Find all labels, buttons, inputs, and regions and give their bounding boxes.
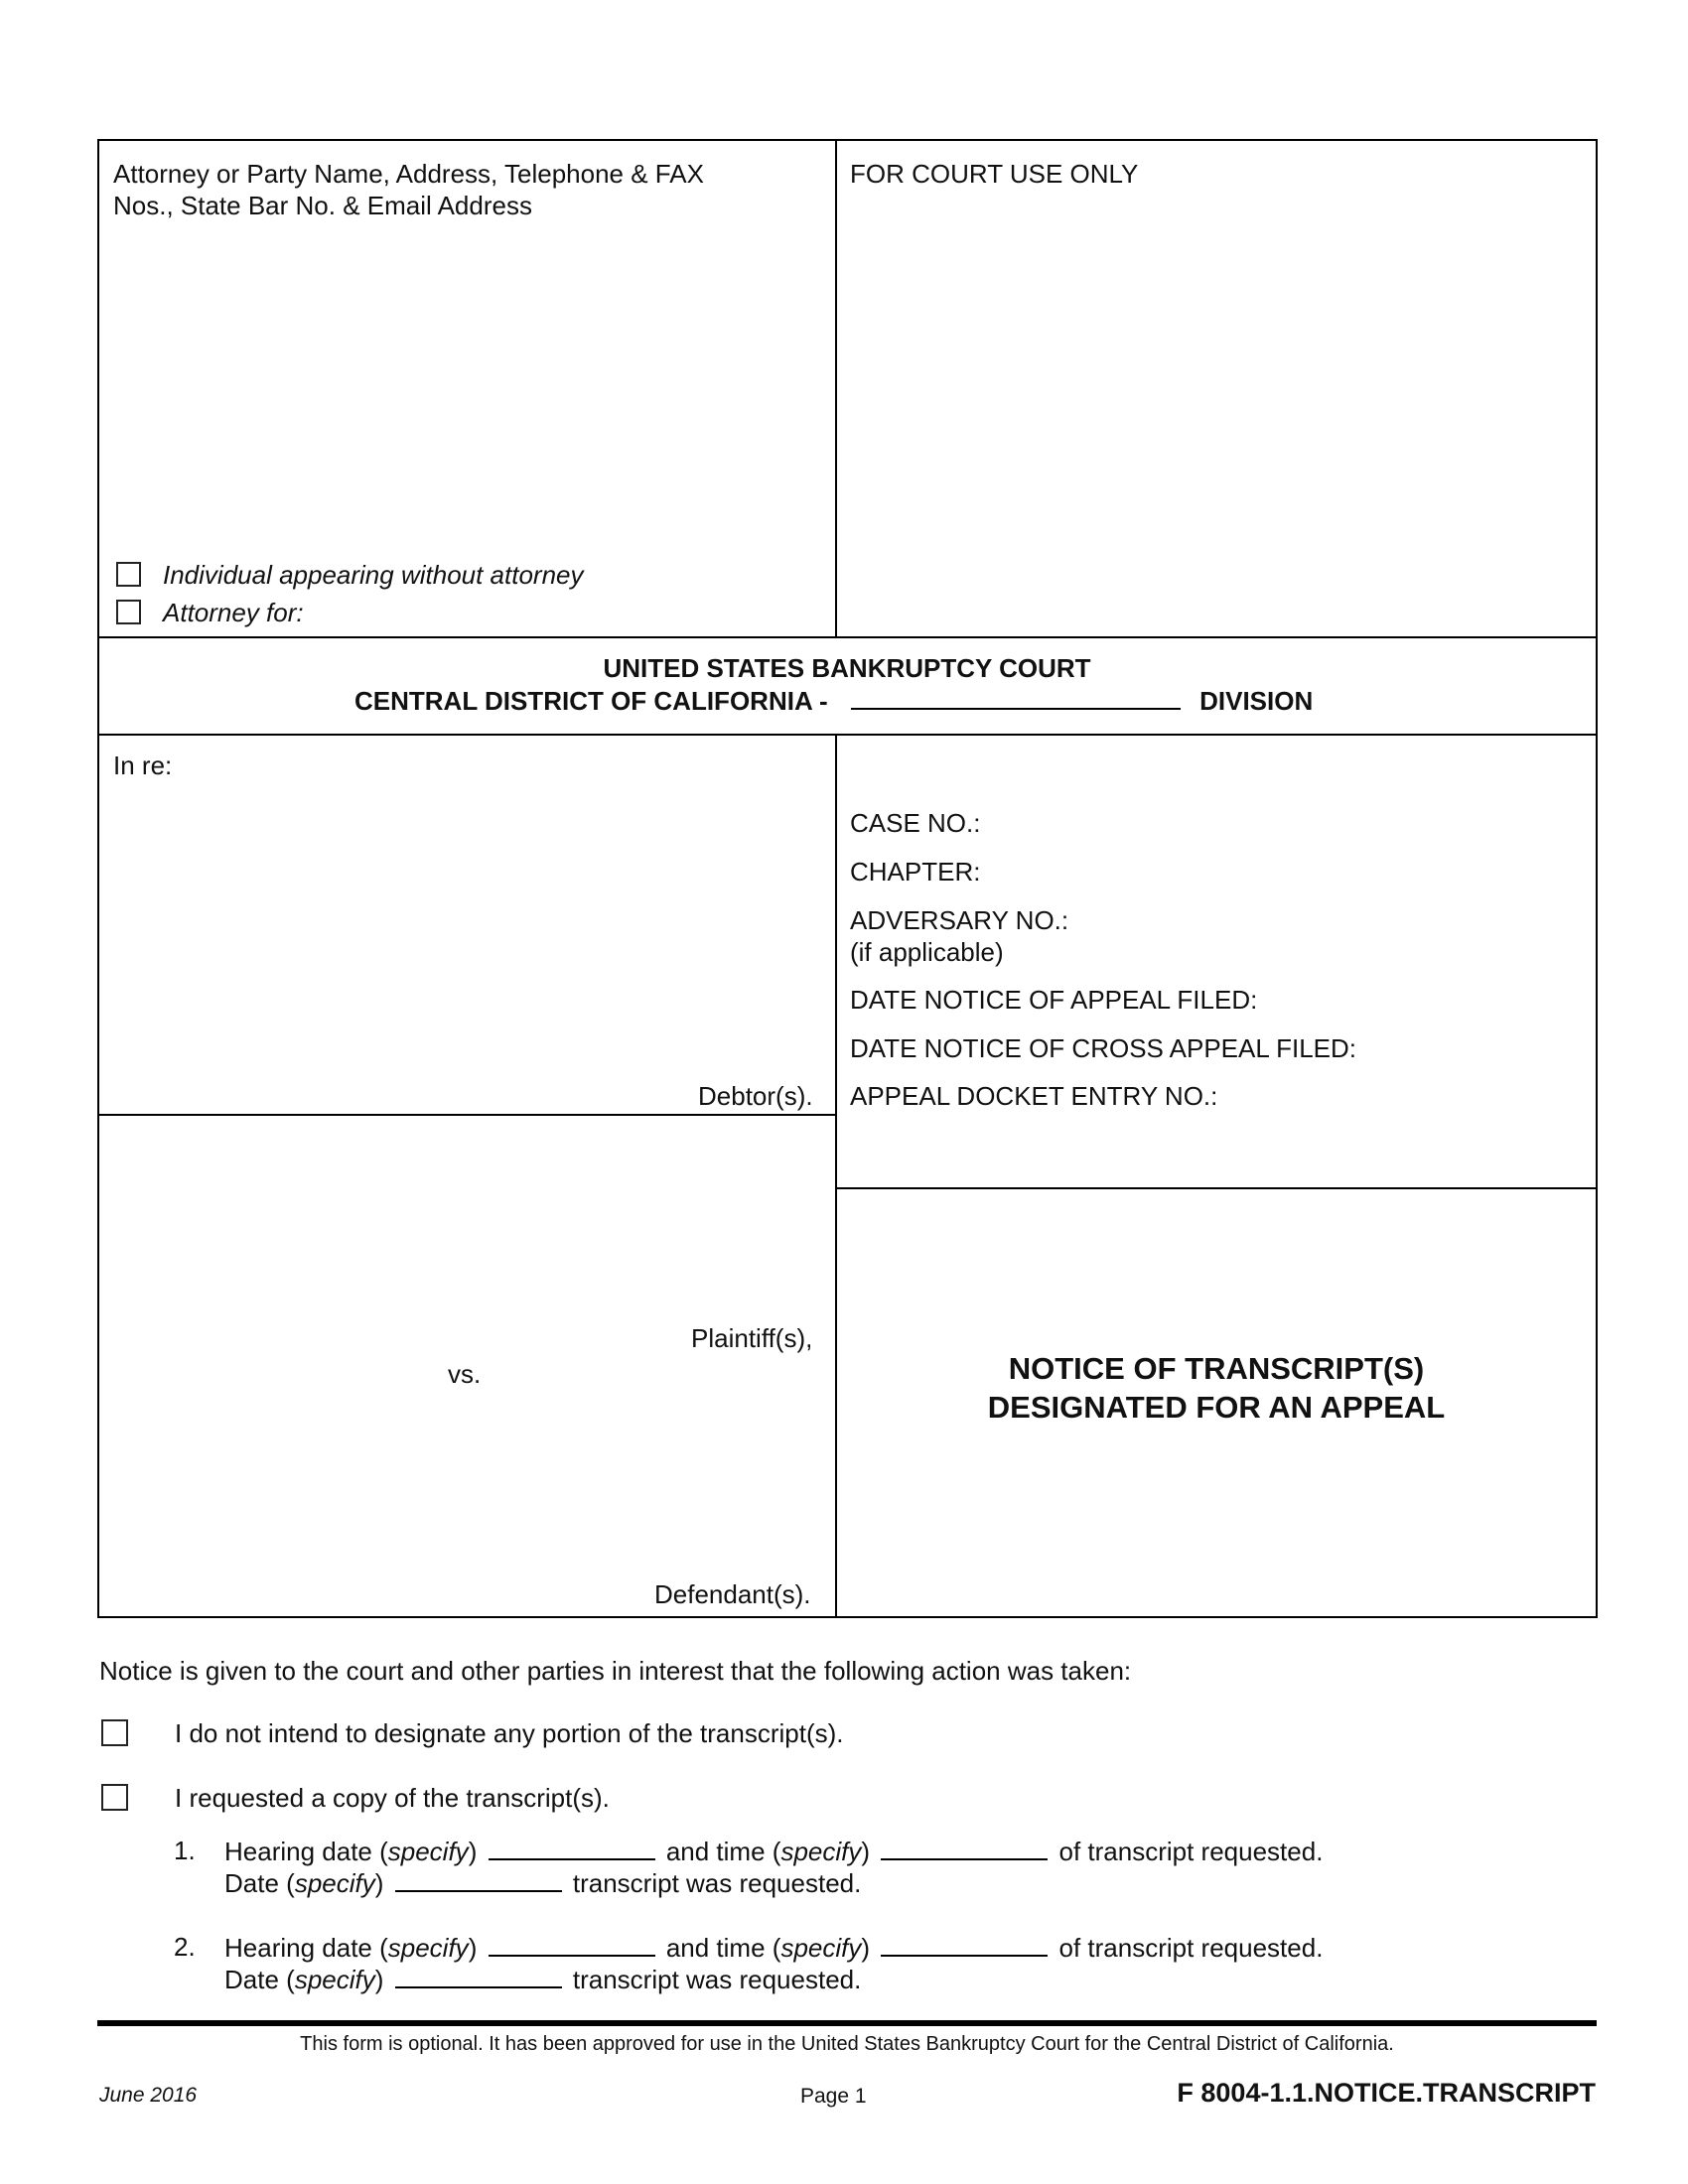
footer-notice: This form is optional. It has been approved for use in the United States Bankruptcy Court for the Central District of California. xyxy=(300,2033,1394,2055)
attorney-for-label: Attorney for: xyxy=(163,598,304,627)
footer-rule xyxy=(97,2020,1597,2026)
requested-copy-checkbox[interactable] xyxy=(101,1784,128,1811)
individual-checkbox-label: Individual appearing without attorney xyxy=(163,560,584,590)
no-designation-checkbox[interactable] xyxy=(101,1719,128,1746)
list-item: Hearing date (specify) and time (specify) of transcript requested. xyxy=(224,1933,1324,1963)
footer-date: June 2016 xyxy=(99,2084,198,2107)
no-designation-label: I do not intend to designate any portion of the transcript(s). xyxy=(175,1718,844,1748)
individual-checkbox[interactable] xyxy=(116,562,141,587)
chapter-label: CHAPTER: xyxy=(850,857,981,887)
court-name: UNITED STATES BANKRUPTCY COURT xyxy=(603,653,1091,683)
list-item: Date (specify) transcript was requested. xyxy=(224,1868,862,1898)
list-item-number: 2. xyxy=(174,1932,196,1962)
court-use-label: FOR COURT USE ONLY xyxy=(850,159,1139,189)
hearing-date-blank[interactable] xyxy=(489,1931,655,1957)
attorney-label-line2: Nos., State Bar No. & Email Address xyxy=(113,191,532,220)
list-item: Hearing date (specify) and time (specify) of transcript requested. xyxy=(224,1837,1324,1866)
request-date-blank[interactable] xyxy=(395,1866,562,1892)
document-title-line1: NOTICE OF TRANSCRIPT(S) xyxy=(1008,1351,1425,1386)
notice-intro: Notice is given to the court and other parties in interest that the following action was taken: xyxy=(99,1656,1132,1686)
attorney-for-checkbox[interactable] xyxy=(116,600,141,624)
list-item-number: 1. xyxy=(174,1836,196,1865)
adversary-no-label: ADVERSARY NO.: xyxy=(850,905,1069,935)
division-blank[interactable] xyxy=(851,684,1181,710)
request-date-blank[interactable] xyxy=(395,1963,562,1988)
case-no-label: CASE NO.: xyxy=(850,808,981,838)
attorney-label-line1: Attorney or Party Name, Address, Telephone & FAX xyxy=(113,159,704,189)
date-appeal-label: DATE NOTICE OF APPEAL FILED: xyxy=(850,985,1258,1015)
requested-copy-label: I requested a copy of the transcript(s). xyxy=(175,1783,610,1813)
in-re-label: In re: xyxy=(113,751,173,780)
debtors-label: Debtor(s). xyxy=(698,1081,813,1111)
defendants-label: Defendant(s). xyxy=(654,1579,811,1609)
court-district: CENTRAL DISTRICT OF CALIFORNIA - DIVISION xyxy=(354,686,1314,716)
hearing-date-blank[interactable] xyxy=(489,1835,655,1860)
vs-label: vs. xyxy=(448,1359,482,1389)
form-id: F 8004-1.1.NOTICE.TRANSCRIPT xyxy=(1177,2078,1596,2108)
date-cross-appeal-label: DATE NOTICE OF CROSS APPEAL FILED: xyxy=(850,1033,1356,1063)
list-item: Date (specify) transcript was requested. xyxy=(224,1965,862,1994)
document-title-line2: DESIGNATED FOR AN APPEAL xyxy=(987,1390,1446,1425)
hearing-time-blank[interactable] xyxy=(881,1835,1048,1860)
hearing-time-blank[interactable] xyxy=(881,1931,1048,1957)
docket-entry-label: APPEAL DOCKET ENTRY NO.: xyxy=(850,1081,1218,1111)
page-number: Page 1 xyxy=(800,2085,867,2108)
if-applicable-label: (if applicable) xyxy=(850,937,1004,967)
plaintiffs-label: Plaintiff(s), xyxy=(691,1323,813,1353)
